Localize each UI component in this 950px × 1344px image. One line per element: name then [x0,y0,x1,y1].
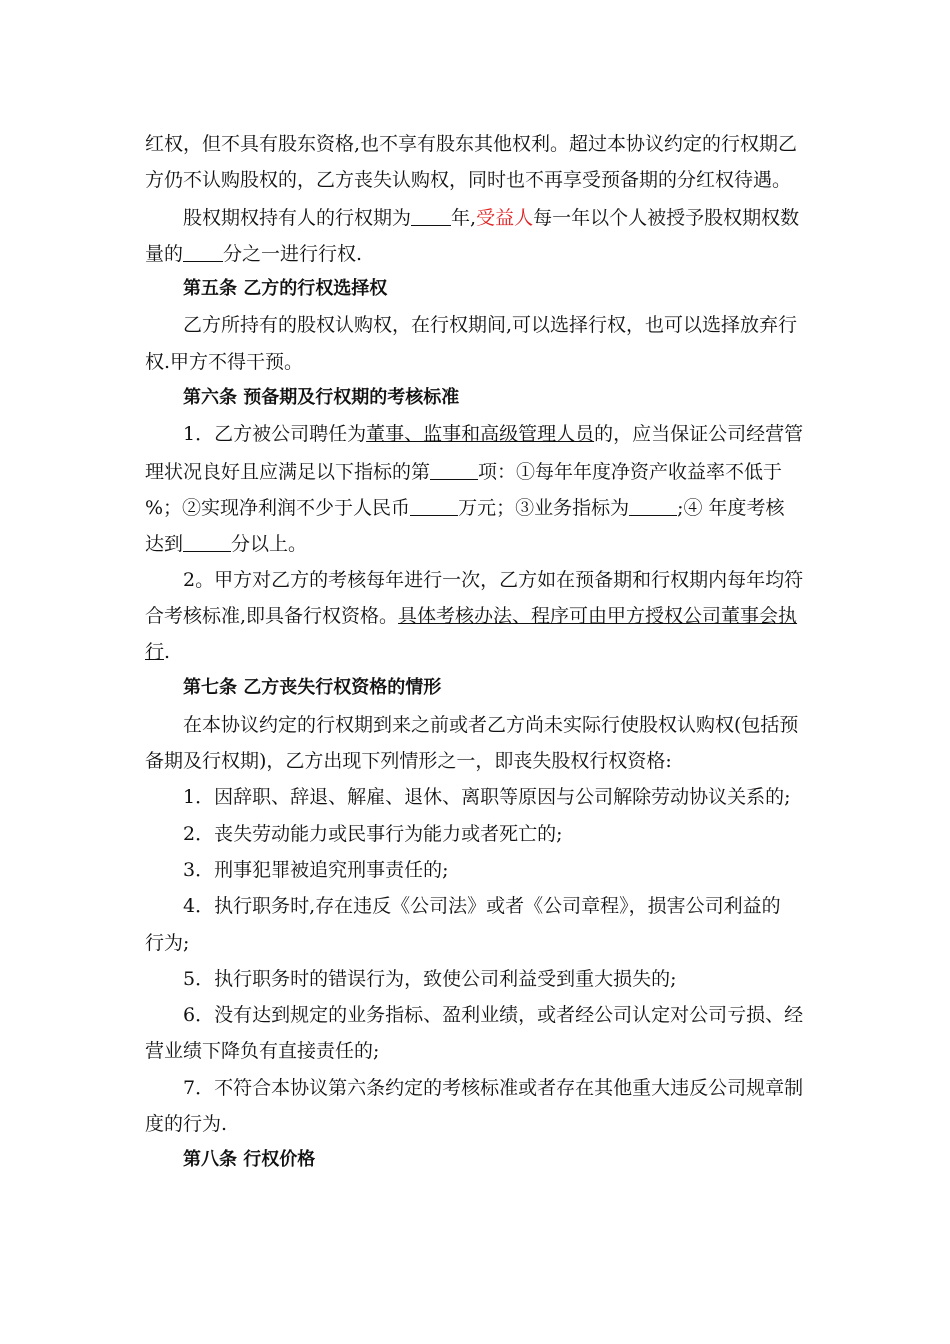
text-line [145,743,810,779]
text-line [145,525,810,561]
list-item-text: 营业绩下降负有直接责任的; [145,1040,380,1063]
fill-blank [430,455,478,480]
list-item-text: 3．刑事犯罪被追究刑事责任的; [183,858,449,881]
paragraph-text: 方仍不认购股权的，乙方丧失认购权，同时也不再享受预备期的分红权待遇。 [145,169,792,192]
section-heading-8: 第八条 行权价格 [183,1149,316,1171]
fill-blank [411,201,451,226]
list-item [145,961,810,997]
paragraph-text: 分之一进行行权. [223,242,363,265]
paragraph-text: 理状况良好且应满足以下指标的第 [145,460,431,483]
paragraph-text: 万元；③业务指标为 [458,496,630,519]
paragraph-text: 合考核标准,即具备行权资格。 [145,604,399,627]
list-item-continuation [145,1033,810,1069]
list-item-text: 1．因辞职、辞退、解雇、退休、离职等原因与公司解除劳动协议关系的; [183,786,791,809]
paragraph-text: 达到 [145,533,184,556]
paragraph-text: ;④ 年度考核 [677,496,785,519]
list-item-continuation [145,925,810,961]
paragraph-text: 年, [451,206,477,229]
text-line [145,453,810,489]
document-body [145,126,810,1179]
text-line [145,707,810,743]
underlined-text: 行 [145,641,165,664]
text-line [145,307,810,343]
list-item [145,888,810,924]
section-heading-5: 第五条 乙方的行权选择权 [183,278,388,300]
list-item-text: 2．丧失劳动能力或民事行为能力或者死亡的; [183,822,563,845]
underlined-text: 董事、监事和高级管理人员 [366,423,595,446]
paragraph-text: 分以上。 [231,533,308,556]
paragraph-text: 项：①每年年度净资产收益率不低于 [478,460,783,483]
list-item [145,997,810,1033]
list-item [145,779,810,815]
list-item [145,1070,810,1106]
highlighted-term: 受益人 [476,206,534,229]
list-item-text: 4．执行职务时,存在违反《公司法》或者《公司章程》，损害公司利益的 [183,895,781,918]
paragraph-text: 股权期权持有人的行权期为 [183,206,412,229]
section-heading-6: 第六条 预备期及行权期的考核标准 [183,387,460,409]
text-line [145,489,810,525]
paragraph-text: %；②实现净利润不少于人民币 [145,496,411,519]
paragraph-text: 在本协议约定的行权期到来之前或者乙方尚未实际行使股权认购权(包括预 [183,713,799,736]
list-item-text: 6．没有达到规定的业务指标、盈利业绩，或者经公司认定对公司亏损、经 [183,1004,804,1027]
fill-blank [410,491,458,516]
list-item-continuation [145,1106,810,1142]
list-item-text: 5．执行职务时的错误行为，致使公司利益受到重大损失的; [183,967,677,990]
list-item-text: 度的行为. [145,1113,228,1136]
paragraph-text: 量的 [145,242,184,265]
text-line [145,634,810,670]
paragraph-text: 每一年以个人被授予股权期权数 [533,206,800,229]
fill-blank [183,527,231,552]
list-item-text: 行为; [145,931,190,954]
list-item-text: 7．不符合本协议第六条约定的考核标准或者存在其他重大违反公司规章制 [183,1076,804,1099]
paragraph-text: 乙方所持有的股权认购权，在行权期间,可以选择行权，也可以选择放弃行 [183,314,798,337]
list-item [145,852,810,888]
paragraph-text: 权.甲方不得干预。 [145,350,304,373]
paragraph-text: 备期及行权期)，乙方出现下列情形之一，即丧失股权行权资格: [145,750,672,773]
paragraph-text: 红权，但不具有股东资格,也不享有股东其他权利。超过本协议约定的行权期乙 [145,133,798,155]
paragraph-text: 2。甲方对乙方的考核每年进行一次，乙方如在预备期和行权期内每年均符 [183,568,804,591]
text-line [145,562,810,598]
fill-blank [183,237,223,262]
underlined-text: 具体考核办法、程序可由甲方授权公司董事会执 [398,604,798,627]
text-line [145,416,810,452]
paragraph-text: 1．乙方被公司聘任为 [183,423,367,446]
list-item [145,816,810,852]
text-line [145,162,810,198]
text-line [145,344,810,380]
fill-blank [629,491,677,516]
text-line [145,199,810,235]
text-line [145,126,810,162]
text-line [145,235,810,271]
text-line [145,598,810,634]
section-heading-7: 第七条 乙方丧失行权资格的情形 [183,677,442,699]
paragraph-text: . [164,641,171,664]
paragraph-text: 的，应当保证公司经营管 [594,423,804,446]
